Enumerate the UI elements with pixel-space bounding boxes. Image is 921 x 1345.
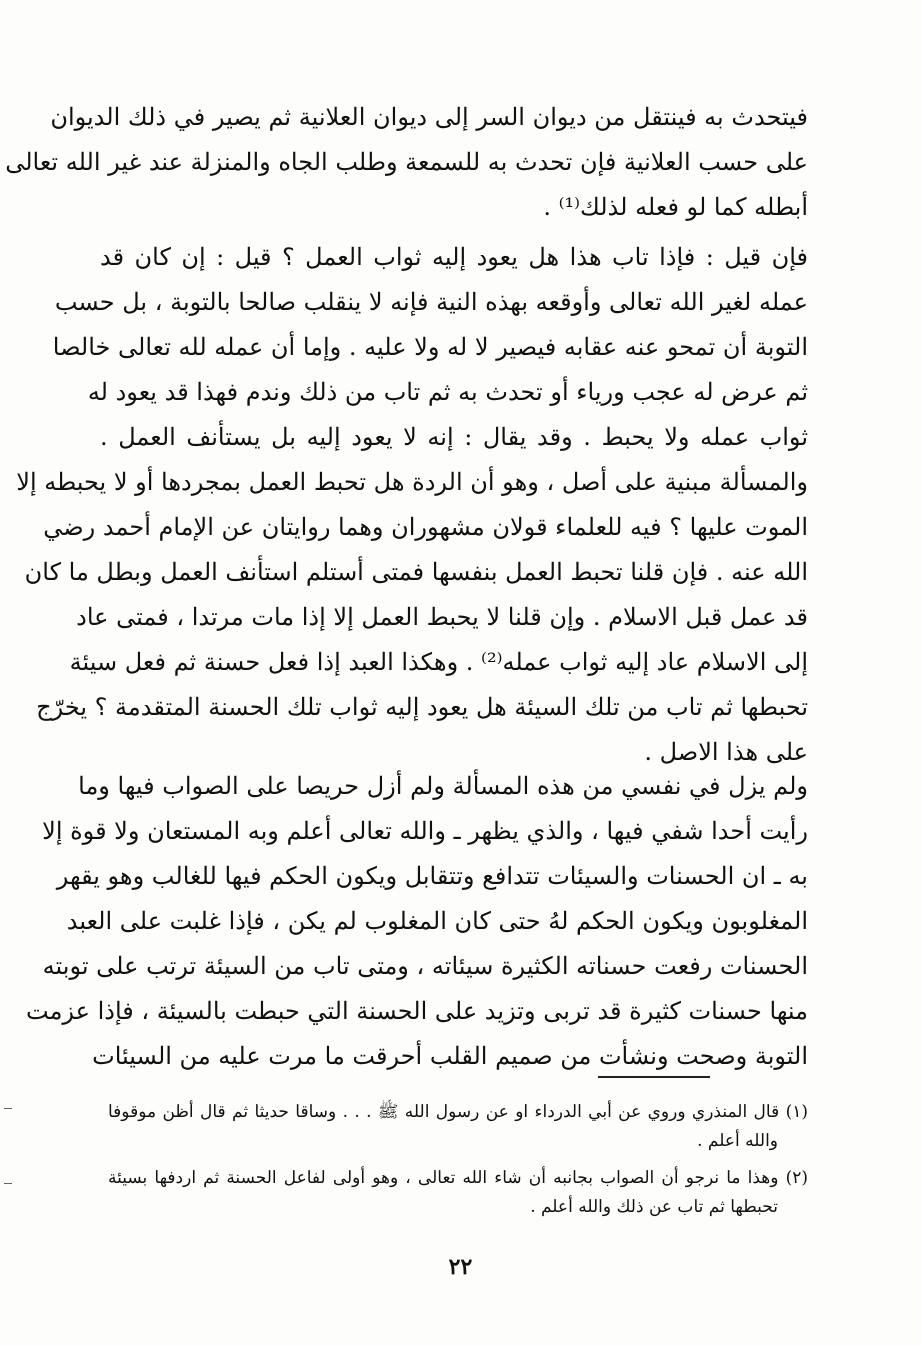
text-line: تحبطها ثم تاب من تلك السيئة هل يعود إليه ثواب تلك الحسنة المتقدمة ؟ يخرّج — [36, 693, 808, 721]
footnotes — [108, 1098, 808, 1222]
footnote-gap — [108, 1156, 808, 1164]
footnote-1-line: والله أعلم . — [697, 1131, 778, 1151]
footnote-2-line: تحبطها ثم تاب عن ذلك والله أعلم . — [530, 1197, 778, 1217]
text-line: الحسنات رفعت حسناته الكثيرة سيئاته ، ومتى تاب من السيئة ترتب على توبته — [42, 952, 808, 980]
footnote-2-line: (٢) وهذا ما نرجو أن الصواب بجانبه أن شاء الله تعالى ، وهو أولى لفاعل الحسنة ثم اردفها بسيئة — [108, 1168, 808, 1188]
text-line: فيتحدث به فينتقل من ديوان السر إلى ديوان العلانية ثم يصير في ذلك الديوان — [50, 103, 808, 131]
text-line: قد عمل قبل الاسلام . وإن قلنا لا يحبط العمل إلا إذا مات مرتدا ، فمتى عاد — [76, 603, 808, 631]
text-line: فإن قيل : فإذا تاب هذا هل يعود إليه ثواب العمل ؟ قيل : إن كان قد — [100, 243, 808, 271]
paragraph-3 — [26, 764, 808, 1079]
page-number: ٢٢ — [448, 1254, 473, 1280]
footnote-1-line: (١) قال المنذري وروي عن أبي الدرداء او عن رسول الله ﷺ . . . وساقا حديثا ثم قال أظن موقوفا — [108, 1102, 808, 1122]
text-line: التوبة أن تمحو عنه عقابه فيصير لا له ولا عليه . وإما أن عمله لله تعالى خالصا — [52, 333, 808, 361]
paragraph-2 — [16, 235, 809, 775]
text-line: أبطله كما لو فعله لذلك⁽¹⁾ . — [543, 193, 808, 221]
text-line: الموت عليها ؟ فيه للعلماء قولان مشهوران وهما روايتان عن الإمام أحمد رضي — [43, 513, 808, 541]
footnote-separator — [598, 1076, 710, 1078]
text-line: والمسألة مبنية على أصل ، وهو أن الردة هل تحبط العمل بمجردها أو لا يحبطه إلا — [16, 468, 808, 496]
text-line: ولم يزل في نفسي من هذه المسألة ولم أزل حريصا على الصواب فيها وما — [78, 772, 808, 800]
text-line: ثم عرض له عجب ورياء أو تحدث به ثم تاب من ذلك وندم فهذا قد يعود له — [87, 378, 808, 406]
margin-mark — [4, 1183, 12, 1184]
text-line: الله عنه . فإن قلنا تحبط العمل بنفسها فمتى أستلم استأنف العمل وبطل ما كان — [24, 558, 808, 586]
text-line: رأيت أحدا شفي فيها ، والذي يظهر ـ والله تعالى أعلم وبه المستعان ولا قوة إلا — [42, 817, 808, 845]
text-line: منها حسنات كثيرة قد تربى وتزيد على الحسنة التي حبطت بالسيئة ، فإذا عزمت — [26, 997, 808, 1025]
text-line: التوبة وصحت ونشأت من صميم القلب أحرقت ما مرت عليه من السيئات — [92, 1042, 808, 1070]
text-line: المغلوبون ويكون الحكم لهُ حتى كان المغلوب لم يكن ، فإذا غلبت على العبد — [66, 907, 808, 935]
text-line: عمله لغير الله تعالى وأوقعه بهذه النية فإنه لا ينقلب صالحا بالتوبة ، بل حسب — [54, 288, 808, 316]
margin-mark — [4, 1108, 12, 1109]
text-line: ثواب عمله ولا يحبط . وقد يقال : إنه لا يعود إليه بل يستأنف العمل . — [100, 423, 809, 451]
text-line: إلى الاسلام عاد إليه ثواب عمله⁽²⁾ . وهكذا العبد إذا فعل حسنة ثم فعل سيئة — [69, 648, 808, 676]
text-line: على حسب العلانية فإن تحدث به للسمعة وطلب الجاه والمنزلة عند غير الله تعالى — [5, 148, 808, 176]
text-line: على هذا الاصل . — [644, 738, 808, 766]
text-line: به ـ ان الحسنات والسيئات تتدافع وتتقابل ويكون الحكم فيها للغالب وهو يقهر — [56, 862, 808, 890]
paragraph-1 — [5, 95, 808, 230]
